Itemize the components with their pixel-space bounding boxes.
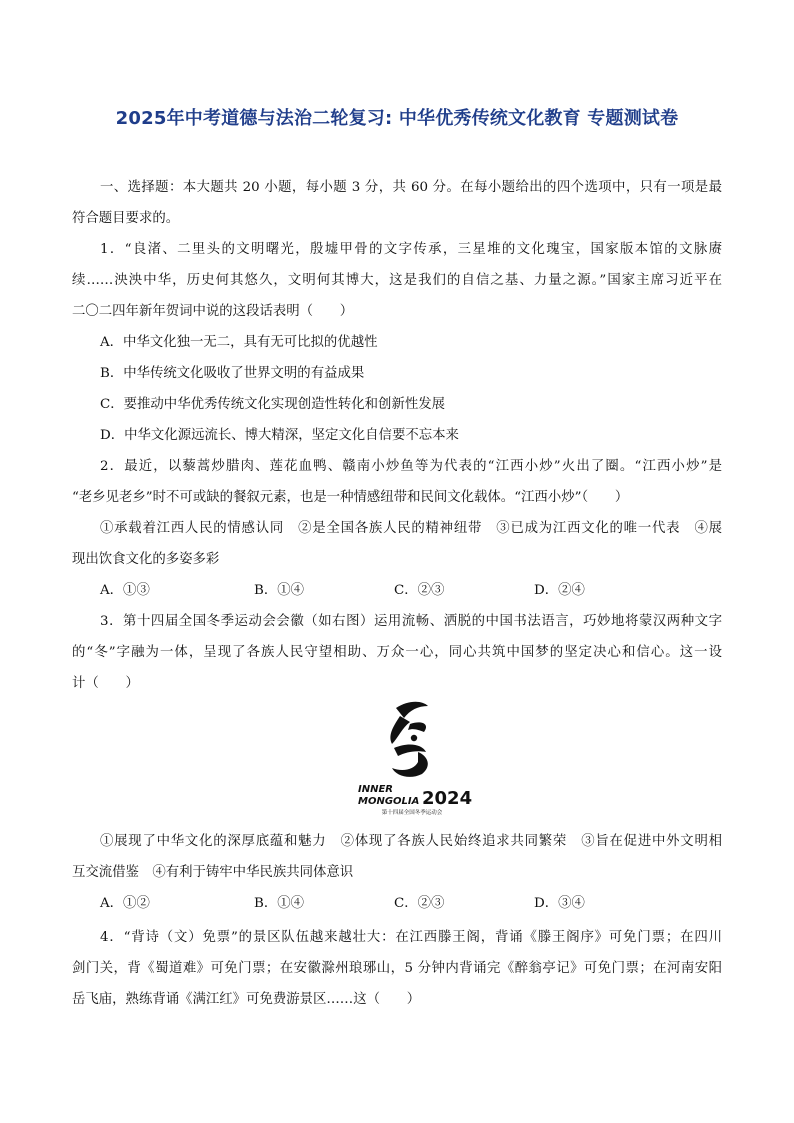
- section-intro-line-1: 一、选择题：本大题共 20 小题，每小题 3 分，共 60 分。在每小题给出的四个选项中，只有一项是最: [100, 180, 722, 195]
- q1-stem-line-2: 续……泱泱中华，历史何其悠久，文明何其博大，这是我们的自信之基、力量之源。”国家主席习近平在: [72, 273, 722, 288]
- q3-option-a: A．①②: [100, 896, 150, 911]
- q2-option-c: C．②③: [394, 583, 445, 598]
- q2-statements-line-1: ①承载着江西人民的情感认同 ②是全国各族人民的精神纽带 ③已成为江西文化的唯一代表 ④展: [100, 521, 722, 536]
- q3-option-d: D．③④: [534, 896, 585, 911]
- q4-stem-line-3: 岳飞庙，熟练背诵《满江红》可免费游景区……这（ ）: [72, 992, 421, 1007]
- emblem-brush-stroke: [390, 716, 410, 744]
- q4-stem-line-1: 4．“背诗（文）免票”的景区队伍越来越壮大：在江西滕王阁，背诵《滕王阁序》可免门票；在四川: [100, 930, 722, 945]
- q3-statements-line-1: ①展现了中华文化的深厚底蕴和魅力 ②体现了各族人民始终追求共同繁荣 ③旨在促进中外文明相: [100, 834, 722, 849]
- q3-option-c: C．②③: [394, 896, 445, 911]
- q3-stem-line-3: 计（ ）: [72, 676, 139, 691]
- winter-games-emblem: [352, 698, 472, 816]
- emblem-brush-stroke: [396, 702, 428, 718]
- q4-stem-line-2: 剑门关，背《蜀道难》可免门票；在安徽滁州琅琊山，5 分钟内背诵完《醉翁亭记》可免门票；在河南安阳: [72, 961, 722, 976]
- emblem-brush-stroke: [408, 722, 426, 732]
- section-intro-line-2: 符合题目要求的。: [72, 211, 180, 226]
- emblem-brush-stroke: [392, 752, 428, 777]
- q1-stem-line-3: 二〇二四年新年贺词中说的这段话表明（ ）: [72, 304, 354, 319]
- q2-option-d: D．②④: [534, 583, 585, 598]
- emblem-caption: 第十四届全国冬季运动会: [381, 810, 443, 816]
- emblem-text-mongolia: MONGOLIA: [358, 796, 420, 807]
- emblem-year: 2024: [422, 788, 472, 809]
- q2-stem-line-1: 2．最近，以藜蒿炒腊肉、莲花血鸭、赣南小炒鱼等为代表的“江西小炒”火出了圈。“江西小炒”是: [100, 459, 722, 474]
- q3-option-b: B．①④: [254, 896, 305, 911]
- q3-stem-line-2: 的“冬”字融为一体，呈现了各族人民守望相助、万众一心，同心共筑中国梦的坚定决心和信心。这一设: [72, 645, 722, 660]
- q2-statements-line-2: 现出饮食文化的多姿多彩: [72, 552, 220, 567]
- emblem-text-inner: INNER: [358, 784, 393, 795]
- emblem-dot: [411, 735, 417, 741]
- q2-option-a: A．①③: [100, 583, 150, 598]
- q1-option-a: A．中华文化独一无二，具有无可比拟的优越性: [100, 335, 378, 350]
- q1-stem-line-1: 1．“良渚、二里头的文明曙光，殷墟甲骨的文字传承，三星堆的文化瑰宝，国家版本馆的文脉赓: [100, 242, 722, 257]
- q3-stem-line-1: 3．第十四届全国冬季运动会会徽（如右图）运用流畅、洒脱的中国书法语言，巧妙地将蒙汉两种文字: [100, 614, 722, 629]
- page-title: 2025年中考道德与法治二轮复习: 中华优秀传统文化教育 专题测试卷: [115, 108, 679, 129]
- q1-option-b: B．中华传统文化吸收了世界文明的有益成果: [100, 366, 365, 381]
- q1-option-c: C．要推动中华优秀传统文化实现创造性转化和创新性发展: [100, 397, 446, 412]
- q3-statements-line-2: 互交流借鉴 ④有利于铸牢中华民族共同体意识: [72, 865, 354, 880]
- q1-option-d: D．中华文化源远流长、博大精深，坚定文化自信要不忘本来: [100, 428, 459, 443]
- q2-option-b: B．①④: [254, 583, 305, 598]
- q2-stem-line-2: “老乡见老乡”时不可或缺的餐叙元素，也是一种情感纽带和民间文化载体。“江西小炒”（ ）: [72, 490, 629, 505]
